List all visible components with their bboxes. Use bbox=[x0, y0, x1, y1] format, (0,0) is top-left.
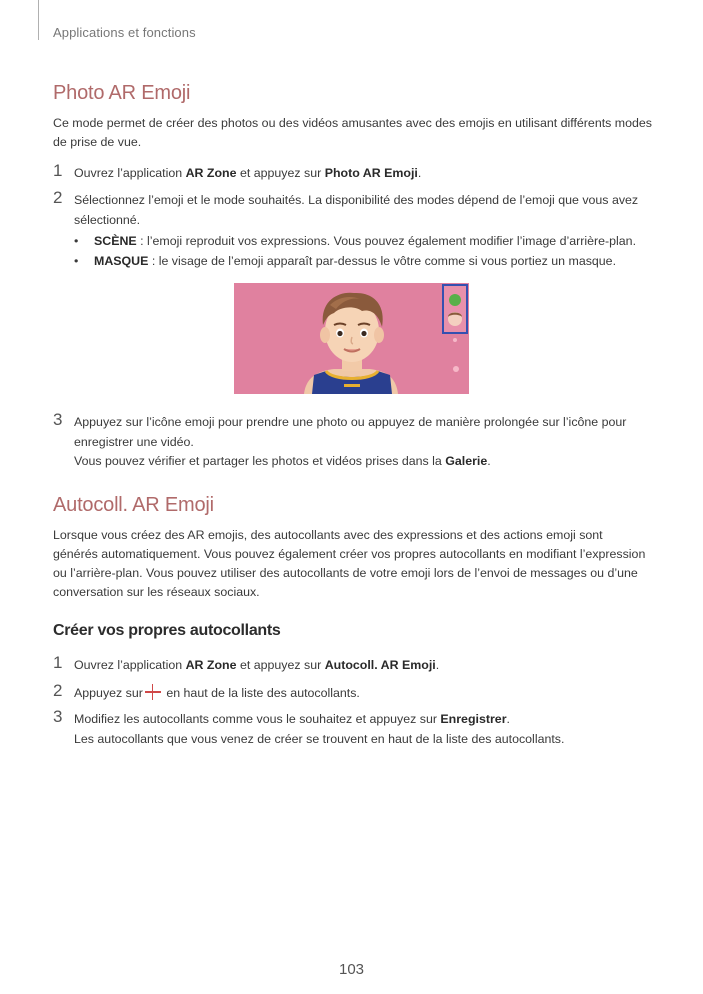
bullet-label: MASQUE bbox=[94, 254, 149, 268]
section2-step-3: 3 Modifiez les autocollants comme vous le souhaitez et appuyez sur Enregistrer. Les autocollants que vous venez de créer se trouvent en haut de la liste des autocollants. bbox=[53, 710, 653, 749]
bullet-label: SCÈNE bbox=[94, 234, 137, 248]
save-label: Enregistrer bbox=[440, 712, 507, 726]
plus-icon bbox=[145, 685, 161, 699]
step-text: Sélectionnez l’emoji et le mode souhaités. La disponibilité des modes dépend de l’emoji que vous avez sélectionné. bbox=[74, 193, 639, 227]
emoji-thumb-icon bbox=[449, 294, 461, 306]
step-number: 3 bbox=[53, 410, 63, 429]
ar-emoji-screenshot bbox=[234, 283, 469, 394]
step-number: 1 bbox=[53, 653, 63, 672]
step-note: Les autocollants que vous venez de créer se trouvent en haut de la liste des autocollants. bbox=[74, 731, 565, 746]
step-number: 2 bbox=[53, 681, 63, 700]
section1-step-3 bbox=[53, 410, 653, 472]
step-number: 3 bbox=[53, 707, 63, 726]
step-text: Appuyez sur l’icône emoji pour prendre une photo ou appuyez de manière prolongée sur l’icône pour enregistrer une vidéo. bbox=[74, 415, 627, 449]
app-name: AR Zone bbox=[185, 166, 237, 180]
gallery-name: Galerie bbox=[445, 454, 488, 468]
step-note: Vous pouvez vérifier et partager les photos et vidéos prises dans la Galerie. bbox=[74, 454, 491, 468]
header-rule bbox=[38, 0, 39, 40]
app-name: AR Zone bbox=[185, 658, 237, 672]
section-title-photo-ar-emoji: Photo AR Emoji bbox=[53, 82, 191, 104]
section1-step-1: 1 Ouvrez l’application AR Zone et appuyez sur Photo AR Emoji. bbox=[53, 161, 422, 180]
step-number: 1 bbox=[53, 161, 63, 180]
step-number: 2 bbox=[53, 188, 63, 207]
bullet-scene: • SCÈNE : l’emoji reproduit vos expressions. Vous pouvez également modifier l’image d’arrière-plan. bbox=[74, 234, 637, 248]
section1-intro: Ce mode permet de créer des photos ou des vidéos amusantes avec des emojis en utilisant différents modes de prise de vue. bbox=[53, 116, 652, 149]
section2-step-1: 1 Ouvrez l’application AR Zone et appuyez sur Autocoll. AR Emoji. bbox=[53, 653, 440, 672]
page-number: 103 bbox=[338, 961, 365, 978]
section2-step-2: 2 Appuyez sur en haut de la liste des autocollants. bbox=[53, 681, 360, 700]
section-title-autocoll-ar-emoji: Autocoll. AR Emoji bbox=[53, 494, 214, 516]
mode-name: Photo AR Emoji bbox=[324, 166, 418, 180]
mode-name: Autocoll. AR Emoji bbox=[324, 658, 436, 672]
section2-intro: Lorsque vous créez des AR emojis, des autocollants avec des expressions et des actions emoji sont générés automatiquement. Vous pouvez également créer vos propres autocollants en modifiant l’expression ou l’arrière-plan. Vous pouvez utiliser des autocollants de votre emoji lors de l’envoi de messages ou d’une conversation sur les réseaux sociaux. bbox=[53, 528, 646, 599]
section1-step-2 bbox=[53, 188, 653, 230]
ar-emoji-illustration bbox=[234, 283, 469, 394]
running-header: Applications et fonctions bbox=[53, 25, 196, 40]
subsection-title: Créer vos propres autocollants bbox=[53, 622, 281, 639]
bullet-masque: • MASQUE : le visage de l’emoji apparaît par-dessus le vôtre comme si vous portiez un masque. bbox=[74, 254, 617, 268]
